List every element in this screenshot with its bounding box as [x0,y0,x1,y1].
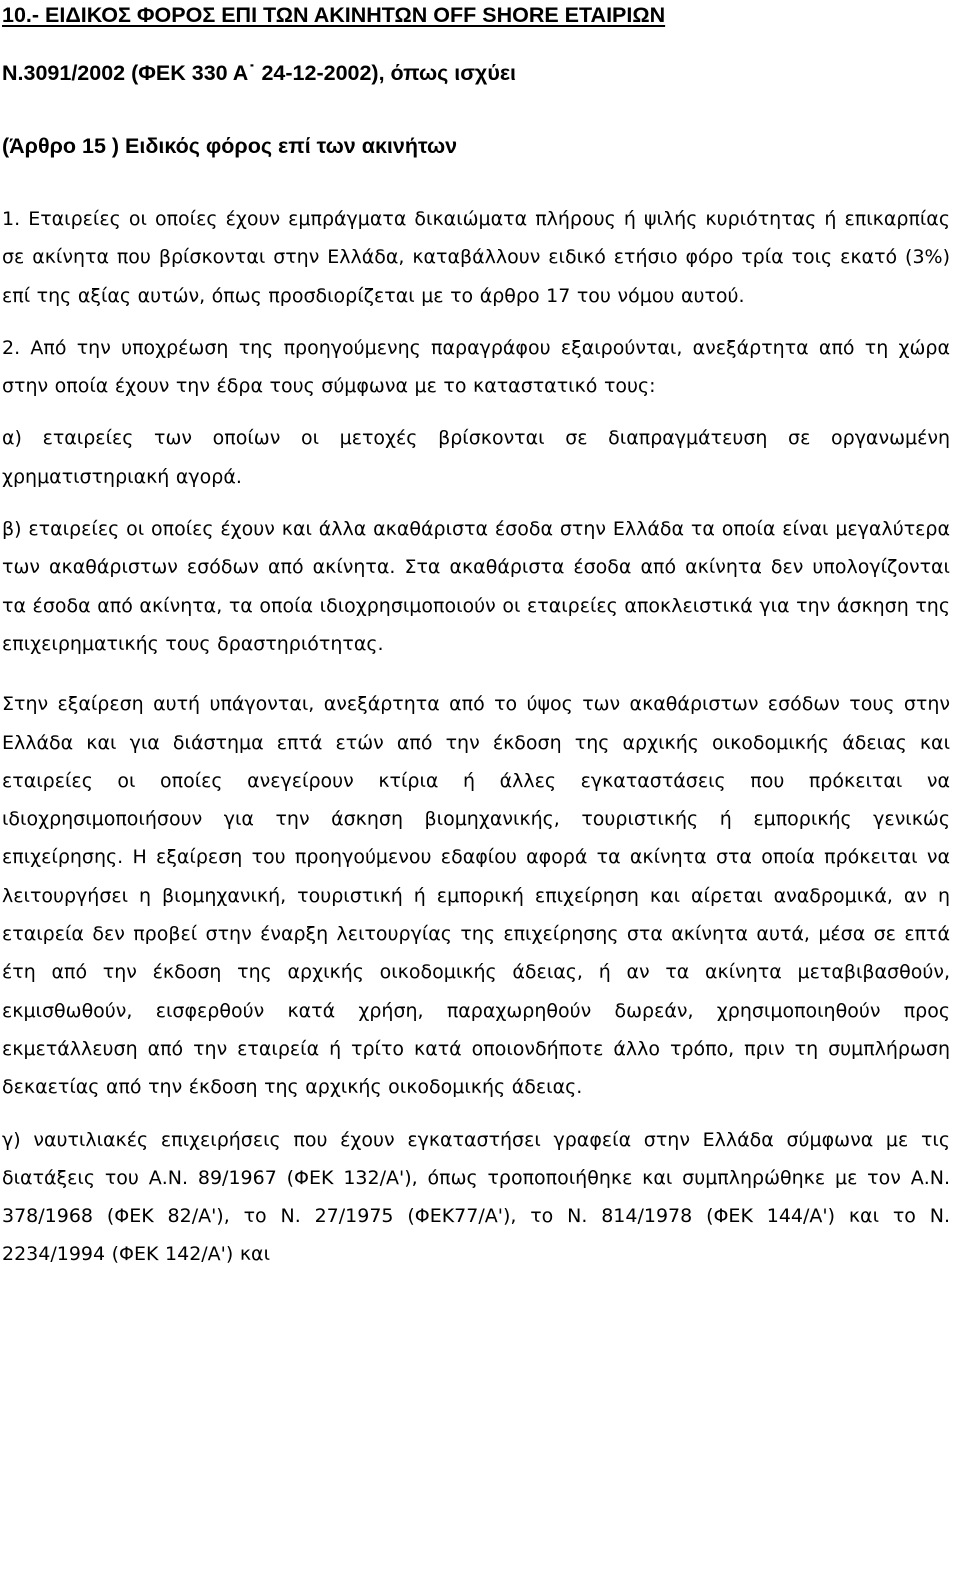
paragraph-2b: β) εταιρείες οι οποίες έχουν και άλλα ακαθάριστα έσοδα στην Ελλάδα τα οποία είναι μεγαλύτερα των ακαθάριστων εσόδων από ακίνητα. Στα ακαθάριστα έσοδα από ακίνητα δεν υπολογίζονται τα έσοδα από ακίνητα, τα οποία ιδιοχρησιμοποιούν οι εταιρείες αποκλειστικά για την άσκηση της επιχειρηματικής τους δραστηριότητας. [2,518,950,655]
document-title-text: 10.- ΕΙΔΙΚΟΣ ΦΟΡΟΣ ΕΠΙ ΤΩΝ ΑΚΙΝΗΤΩΝ OFF SHORE ΕΤΑΙΡΙΩΝ [2,3,666,27]
paragraph-1: 1. Εταιρείες οι οποίες έχουν εμπράγματα δικαιώματα πλήρους ή ψιλής κυριότητας ή επικαρπίας σε ακίνητα που βρίσκονται στην Ελλάδα, καταβάλλουν ειδικό ετήσιο φόρο τρία τοις εκατό (3%) επί της αξίας αυτών, όπως προσδιορίζεται με το άρθρο 17 του νόμου αυτού. [2,208,950,307]
paragraph-2a: α) εταιρείες των οποίων οι μετοχές βρίσκονται σε διαπραγμάτευση σε οργανωμένη χρηματιστηριακή αγορά. [2,427,950,488]
paragraph-exception: Στην εξαίρεση αυτή υπάγονται, ανεξάρτητα από το ύψος των ακαθάριστων εσόδων τους στην Ελλάδα και για διάστημα επτά ετών από την έκδοση της αρχικής οικοδομικής άδειας και εταιρείες οι οποίες ανεγείρουν κτίρια ή άλλες εγκαταστάσεις που πρόκειται να ιδιοχρησιμοποιήσουν για την άσκηση βιομηχανικής, τουριστικής ή εμπορικής γενικώς επιχείρησης. Η εξαίρεση του προηγούμενου εδαφίου αφορά τα ακίνητα στα οποία πρόκειται να λειτουργήσει η βιομηχανική, τουριστική ή εμπορική επιχείρηση και αίρεται αναδρομικά, αν η εταιρεία δεν προβεί στην έναρξη λειτουργίας της επιχείρησης στα ακίνητα αυτά, μέσα σε επτά έτη από την έκδοση της αρχικής οικοδομικής άδειας, ή αν τα ακίνητα μεταβιβασθούν, εκμισθωθούν, εισφερθούν κατά χρήση, παραχωρηθούν δωρεάν, χρησιμοποιηθούν προς εκμετάλλευση από την εταιρεία ή τρίτο κατά οποιονδήποτε άλλο τρόπο, πριν τη συμπλήρωση δεκαετίας από την έκδοση της αρχικής οικοδομικής άδειας. [2,693,950,1099]
paragraph-2: 2. Από την υποχρέωση της προηγούμενης παραγράφου εξαιρούνται, ανεξάρτητα από τη χώρα στην οποία έχουν την έδρα τους σύμφωνα με το καταστατικό τους: [2,336,950,398]
law-reference: Ν.3091/2002 (ΦΕΚ 330 Α˙ 24-12-2002), όπως ισχύει [2,61,517,85]
document-title [2,1,950,29]
article-heading: (Άρθρο 15 ) Ειδικός φόρος επί των ακινήτων [2,134,458,158]
paragraph-2c: γ) ναυτιλιακές επιχειρήσεις που έχουν εγκαταστήσει γραφεία στην Ελλάδα σύμφωνα με τις διατάξεις του Α.Ν. 89/1967 (ΦΕΚ 132/Α'), όπως τροποποιήθηκε και συμπληρώθηκε με τον Α.Ν. 378/1968 (ΦΕΚ 82/Α'), το Ν. 27/1975 (ΦΕΚ77/Α'), το Ν. 814/1978 (ΦΕΚ 144/Α') και το Ν. 2234/1994 (ΦΕΚ 142/Α') και [2,1128,950,1266]
